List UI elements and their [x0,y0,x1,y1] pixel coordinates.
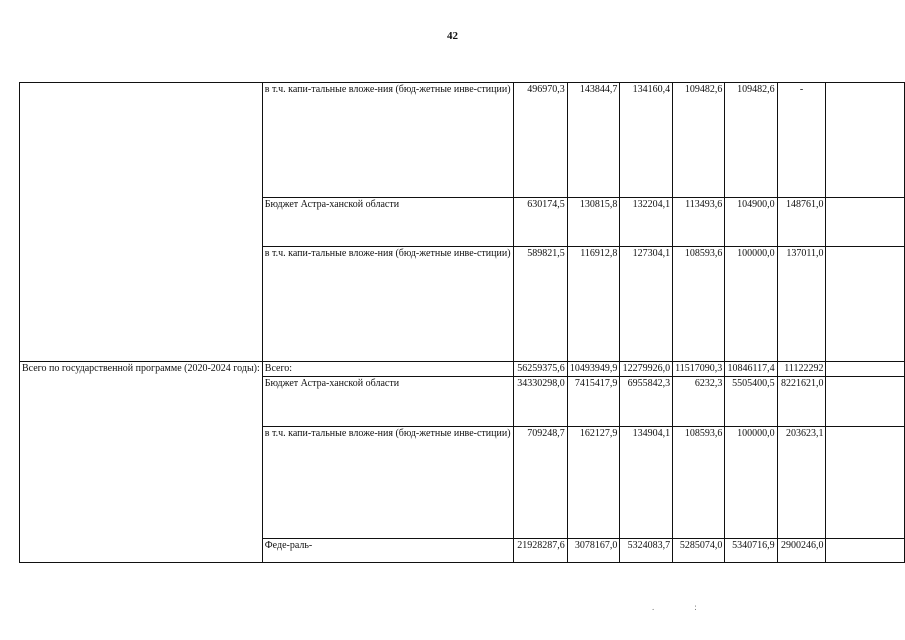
funding-source-cell: в т.ч. капи-тальные вложе-ния (бюд-жетные инве-стиции) [262,83,513,198]
value-cell: - [777,83,826,198]
value-cell: 12279926,0 [620,362,673,377]
empty-cell [826,539,905,563]
value-cell: 5505400,5 [725,377,777,427]
value-cell: 10493949,9 [567,362,620,377]
value-cell: 21928287,6 [513,539,567,563]
value-cell: 7415417,9 [567,377,620,427]
value-cell: 630174,5 [513,198,567,247]
empty-cell [826,198,905,247]
funding-source-cell: Всего: [262,362,513,377]
value-cell: 203623,1 [777,427,826,539]
budget-table [19,82,905,563]
value-cell: 134904,1 [620,427,673,539]
value-cell: 116912,8 [567,247,620,362]
value-cell: 5285074,0 [673,539,725,563]
value-cell: 108593,6 [673,247,725,362]
value-cell: 589821,5 [513,247,567,362]
value-cell: 113493,6 [673,198,725,247]
scan-marks: .: [652,602,737,612]
value-cell: 5324083,7 [620,539,673,563]
row-label-cell [20,377,263,427]
value-cell: 132204,1 [620,198,673,247]
value-cell: 127304,1 [620,247,673,362]
value-cell: 34330298,0 [513,377,567,427]
table-row [20,427,905,539]
table-row [20,362,905,377]
funding-source-cell: в т.ч. капи-тальные вложе-ния (бюд-жетные инве-стиции) [262,427,513,539]
value-cell: 134160,4 [620,83,673,198]
funding-source-cell: Бюджет Астра-ханской области [262,377,513,427]
value-cell: 148761,0 [777,198,826,247]
value-cell: 162127,9 [567,427,620,539]
value-cell: 56259375,6 [513,362,567,377]
row-label-cell [20,427,263,539]
value-cell: 10846117,4 [725,362,777,377]
value-cell: 11122292 [777,362,826,377]
value-cell: 709248,7 [513,427,567,539]
table-row [20,539,905,563]
value-cell: 3078167,0 [567,539,620,563]
row-label-cell: Всего по государственной программе (2020-2024 годы): [20,362,263,377]
empty-cell [826,247,905,362]
value-cell: 2900246,0 [777,539,826,563]
value-cell: 8221621,0 [777,377,826,427]
funding-source-cell: Бюджет Астра-ханской области [262,198,513,247]
empty-cell [826,427,905,539]
value-cell: 109482,6 [673,83,725,198]
value-cell: 100000,0 [725,427,777,539]
table-row [20,83,905,198]
funding-source-cell: в т.ч. капи-тальные вложе-ния (бюд-жетные инве-стиции) [262,247,513,362]
value-cell: 496970,3 [513,83,567,198]
empty-cell [826,83,905,198]
value-cell: 100000,0 [725,247,777,362]
funding-source-cell: Феде-раль- [262,539,513,563]
empty-cell [826,362,905,377]
value-cell: 130815,8 [567,198,620,247]
row-label-cell [20,539,263,563]
value-cell: 6232,3 [673,377,725,427]
value-cell: 109482,6 [725,83,777,198]
value-cell: 108593,6 [673,427,725,539]
value-cell: 5340716,9 [725,539,777,563]
value-cell: 137011,0 [777,247,826,362]
value-cell: 104900,0 [725,198,777,247]
empty-cell [826,377,905,427]
table-row [20,377,905,427]
value-cell: 6955842,3 [620,377,673,427]
value-cell: 143844,7 [567,83,620,198]
row-label-cell [20,83,263,362]
page-number: 42 [447,30,458,42]
value-cell: 11517090,3 [673,362,725,377]
